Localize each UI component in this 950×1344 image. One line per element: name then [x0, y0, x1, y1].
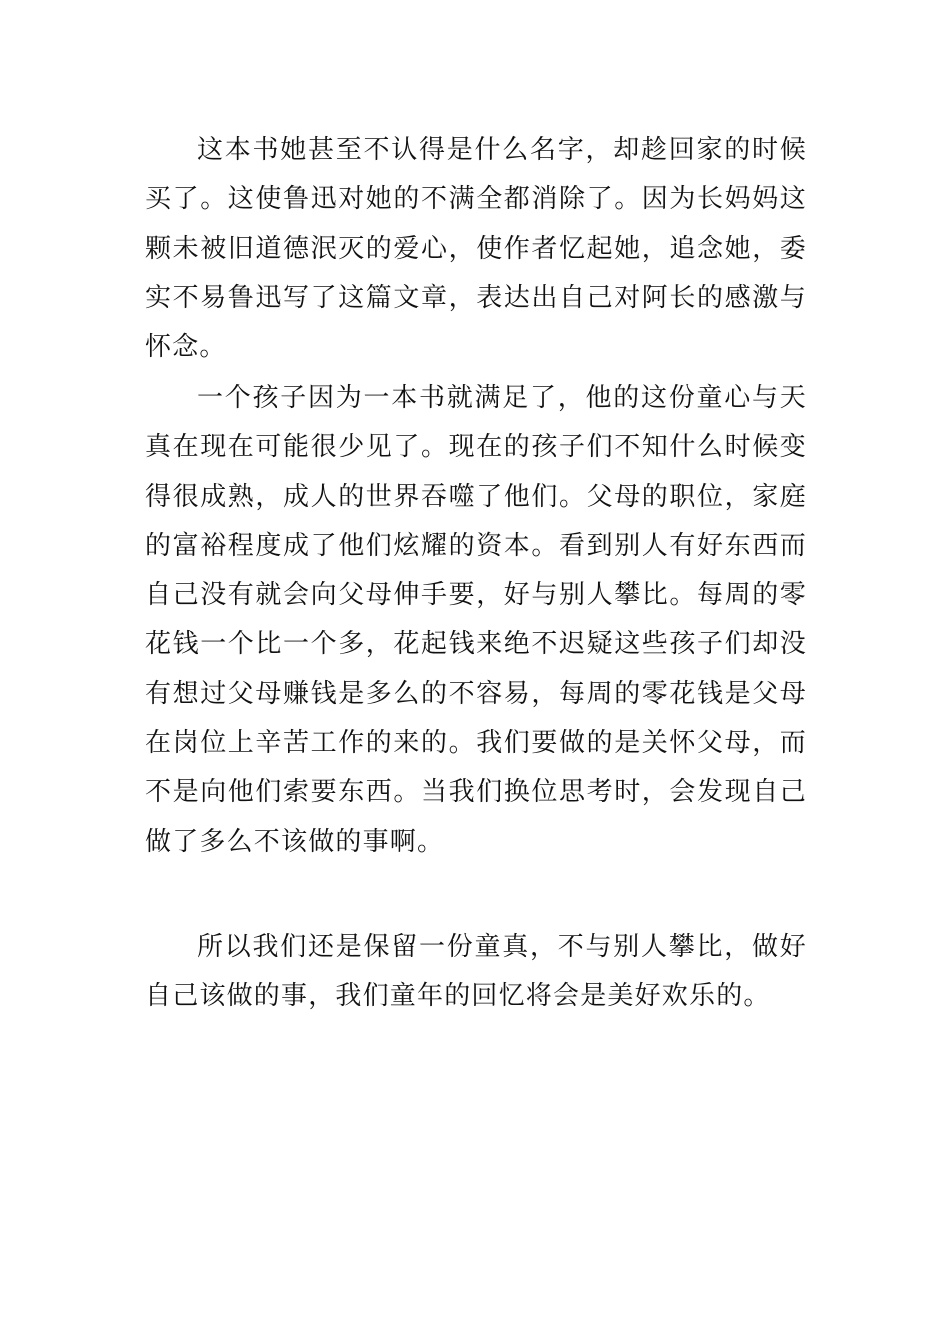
- paragraph-3: 所以我们还是保留一份童真，不与别人攀比，做好自己该做的事，我们童年的回忆将会是美好欢乐的。: [145, 932, 807, 1012]
- paragraph-2: 一个孩子因为一本书就满足了，他的这份童心与天真在现在可能很少见了。现在的孩子们不知什么时候变得很成熟，成人的世界吞噬了他们。父母的职位，家庭的富裕程度成了他们炫耀的资本。看到别人有好东西而自己没有就会向父母伸手要，好与别人攀比。每周的零花钱一个比一个多，花起钱来绝不迟疑这些孩子们却没有想过父母赚钱是多么的不容易，每周的零花钱是父母在岗位上辛苦工作的来的。我们要做的是关怀父母，而不是向他们索要东西。当我们换位思考时，会发现自己做了多么不该做的事啊。: [145, 383, 807, 857]
- paragraph-1: 这本书她甚至不认得是什么名字，却趁回家的时候买了。这使鲁迅对她的不满全都消除了。因为长妈妈这颗未被旧道德泯灭的爱心，使作者忆起她，追念她，委实不易鲁迅写了这篇文章，表达出自己对阿长的感激与怀念。: [145, 135, 807, 363]
